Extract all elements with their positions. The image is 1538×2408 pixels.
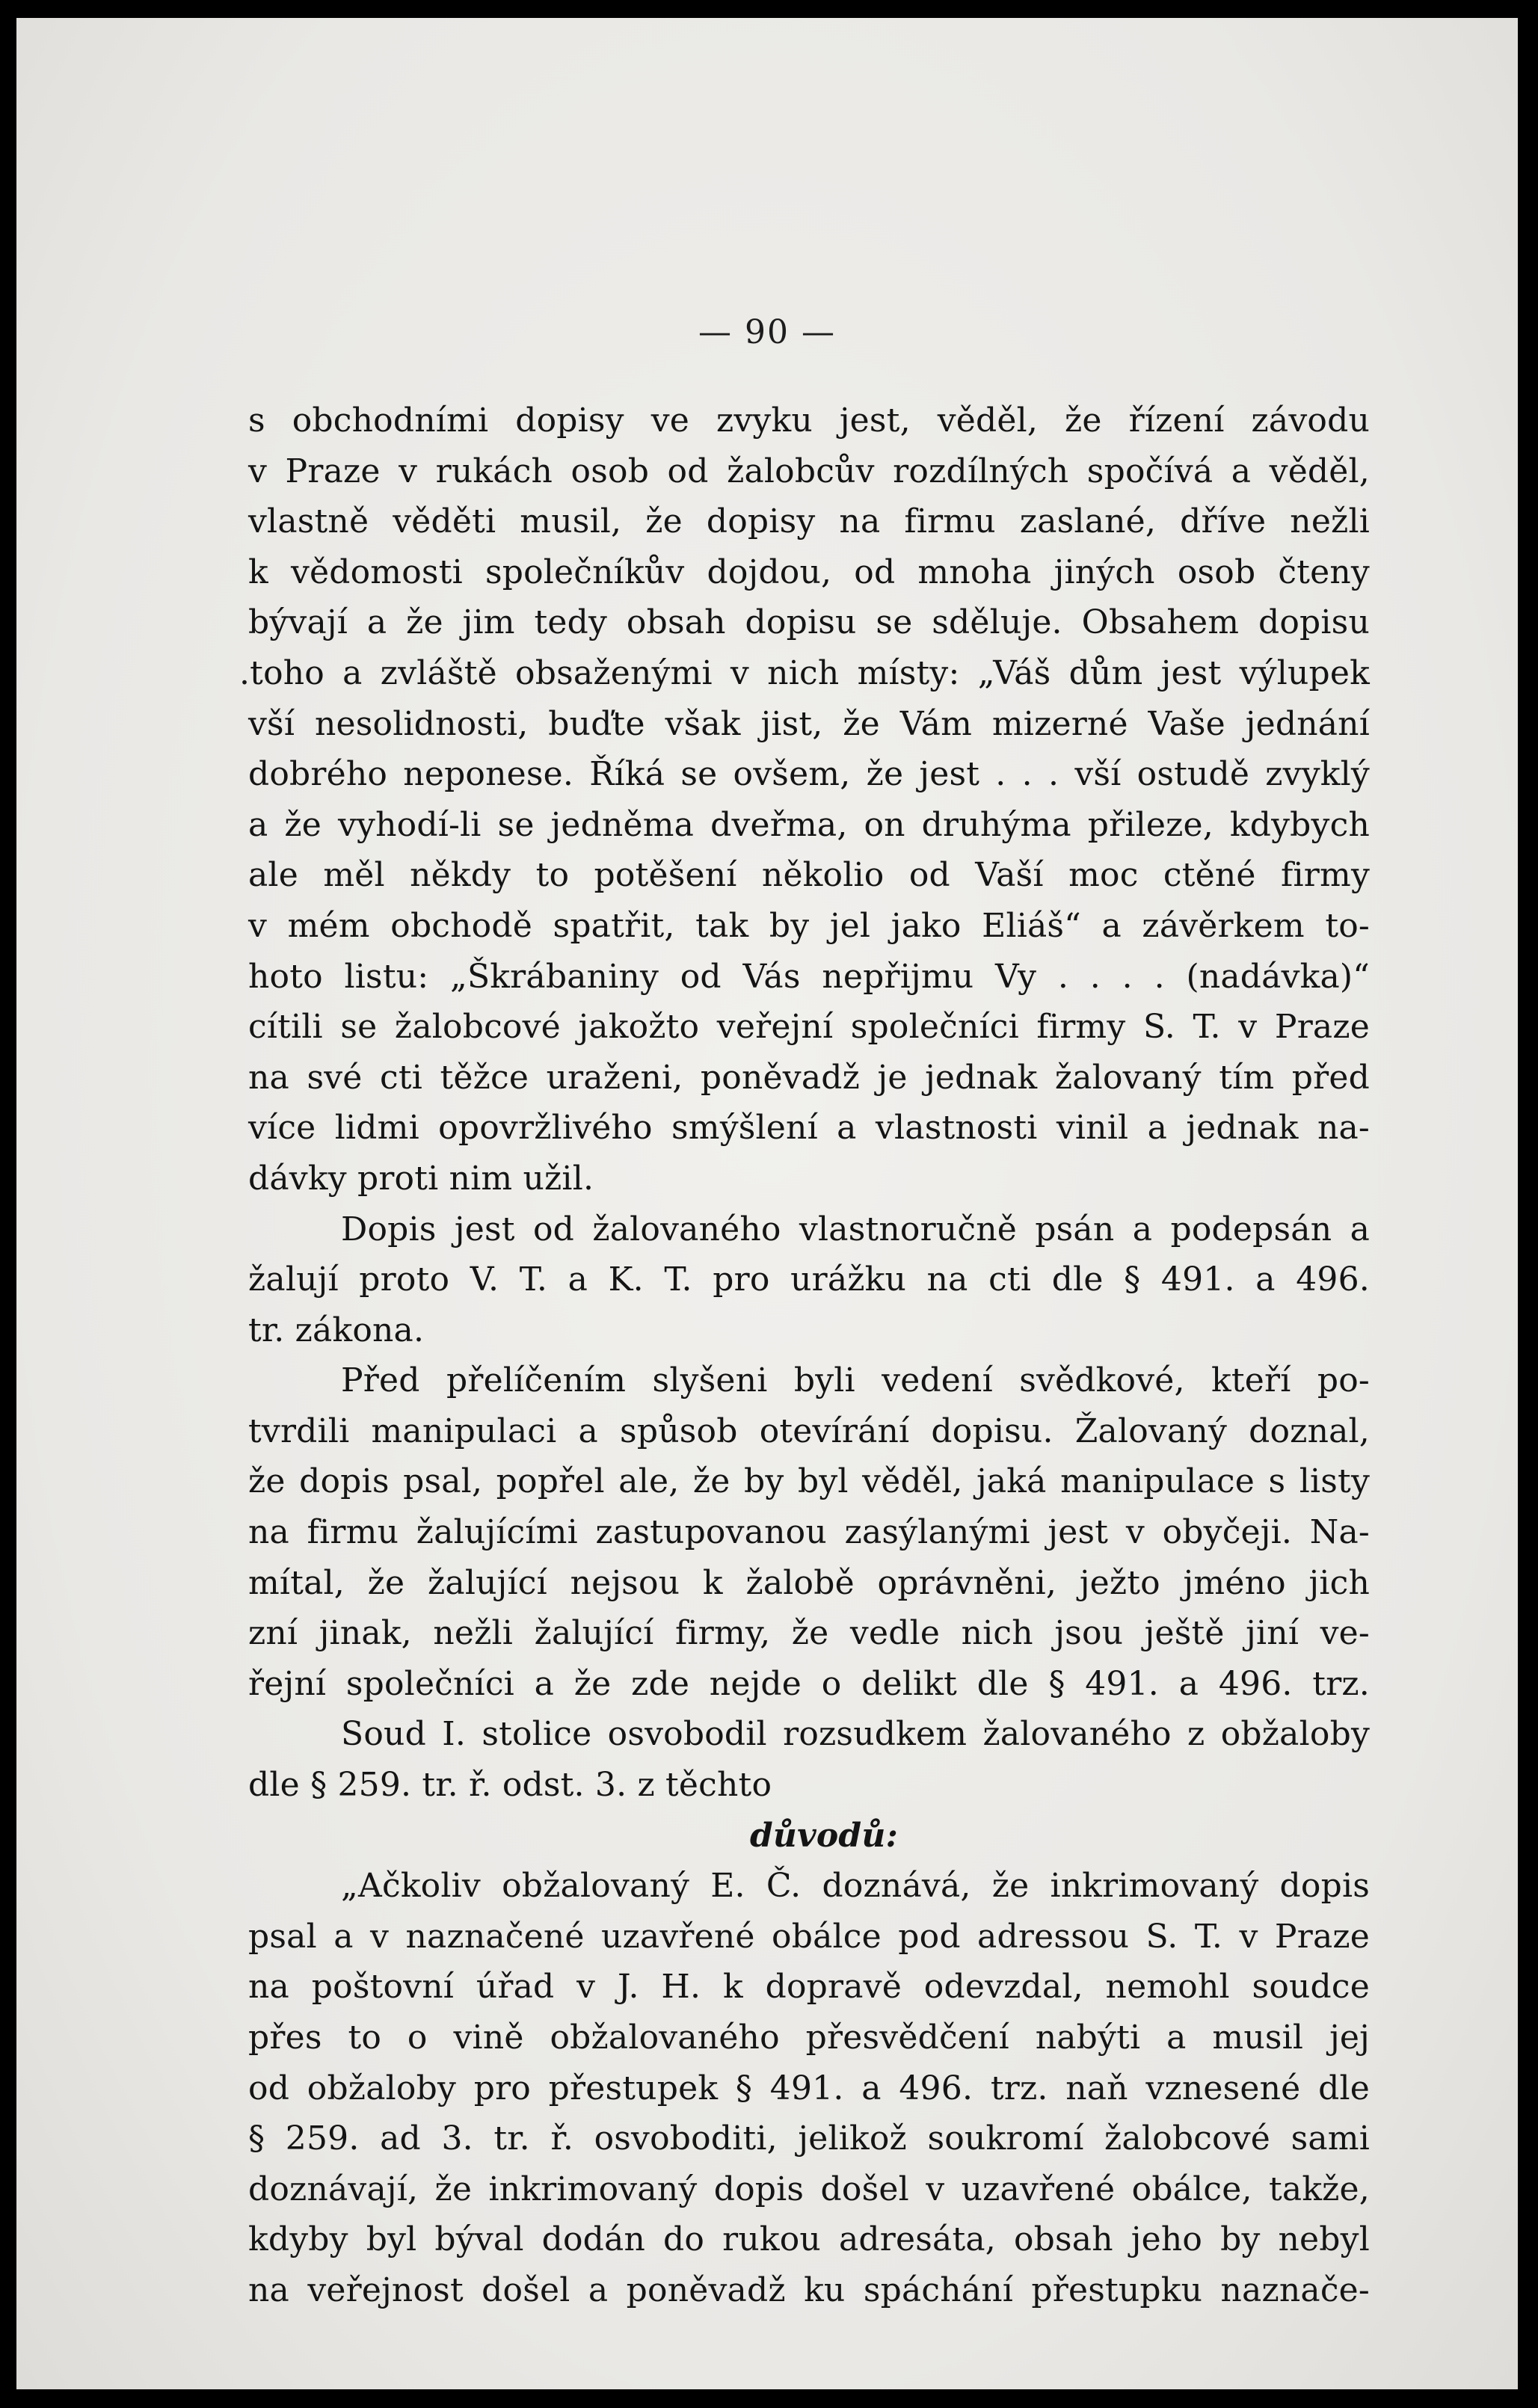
text-line: od obžaloby pro přestupek § 491. a 496. trz. naň vznesené dle	[248, 2069, 1370, 2107]
text-line: vlastně věděti musil, že dopisy na firmu zaslané, dříve nežli	[248, 502, 1370, 541]
text-line: na veřejnost došel a poněvadž ku spáchání přestupku naznače-	[248, 2270, 1370, 2309]
text-line: tvrdili manipulaci a spůsob otevírání dopisu. Žalovaný doznal,	[248, 1411, 1370, 1450]
text-line: zní jinak, nežli žalující firmy, že vedle nich jsou ještě jiní ve-	[248, 1614, 1370, 1653]
text-line: ale měl někdy to potěšení několio od Vaší moc ctěné firmy	[248, 856, 1370, 895]
text-line: § 259. ad 3. tr. ř. osvoboditi, jelikož soukromí žalobcové sami	[248, 2119, 1370, 2158]
text-line: bývají a že jim tedy obsah dopisu se sděluje. Obsahem dopisu	[248, 603, 1370, 642]
paragraph-start-line: Před přelíčením slyšeni byli vedení svědkové, kteří po-	[341, 1361, 1370, 1400]
text-line: že dopis psal, popřel ale, že by byl věděl, jaká manipulace s listy	[248, 1462, 1370, 1501]
text-line: dobrého neponese. Říká se ovšem, že jest . . . vší ostudě zvyklý	[248, 755, 1370, 794]
text-line: mítal, že žalující nejsou k žalobě oprávněni, ježto jméno jich	[248, 1563, 1370, 1602]
paragraph-end-line: tr. zákona.	[248, 1311, 425, 1349]
section-heading: důvodů:	[749, 1816, 899, 1855]
text-line: psal a v naznačené uzavřené obálce pod adressou S. T. v Praze	[248, 1917, 1370, 1956]
book-page	[16, 18, 1518, 2389]
page-number: — 90 —	[698, 313, 836, 351]
text-line: na firmu žalujícími zastupovanou zasýlanými jest v obyčeji. Na-	[248, 1513, 1370, 1552]
text-line: kdyby byl býval dodán do rukou adresáta, obsah jeho by nebyl	[248, 2220, 1370, 2259]
text-line: na poštovní úřad v J. H. k dopravě odevzdal, nemohl soudce	[248, 1968, 1370, 2007]
text-line: .toho a zvláště obsaženými v nich místy: „Váš dům jest výlupek	[239, 653, 1370, 692]
text-line: a že vyhodí-li se jedněma dveřma, on druhýma přileze, kdybych	[248, 805, 1370, 844]
text-line: přes to o vině obžalovaného přesvědčení nabýti a musil jej	[248, 2019, 1370, 2057]
text-line: doznávají, že inkrimovaný dopis došel v uzavřené obálce, takže,	[248, 2170, 1370, 2208]
text-line: k vědomosti společníkův dojdou, od mnoha jiných osob čteny	[248, 552, 1370, 591]
text-line: více lidmi opovržlivého smýšlení a vlastnosti vinil a jednak na-	[248, 1109, 1370, 1148]
text-line: žalují proto V. T. a K. T. pro urážku na cti dle § 491. a 496.	[248, 1260, 1370, 1299]
text-line: vší nesolidnosti, buďte však jist, že Vám mizerné Vaše jednání	[248, 704, 1370, 743]
text-line: řejní společníci a že zde nejde o delikt dle § 491. a 496. trz.	[248, 1664, 1370, 1703]
paragraph-end-line: dávky proti nim užil.	[248, 1159, 594, 1198]
text-line: hoto listu: „Škrábaniny od Vás nepřijmu Vy . . . . (nadávka)“	[248, 957, 1370, 996]
text-line: na své cti těžce uraženi, poněvadž je jednak žalovaný tím před	[248, 1058, 1370, 1097]
paragraph-start-line: Dopis jest od žalovaného vlastnoručně psán a podepsán a	[341, 1210, 1370, 1248]
body-text	[239, 395, 1370, 2316]
text-line: cítili se žalobcové jakožto veřejní společníci firmy S. T. v Praze	[248, 1008, 1370, 1047]
text-line: v Praze v rukách osob od žalobcův rozdílných spočívá a věděl,	[248, 452, 1370, 490]
text-line: s obchodními dopisy ve zvyku jest, věděl, že řízení závodu	[248, 401, 1370, 440]
paragraph-start-line: Soud I. stolice osvobodil rozsudkem žalovaného z obžaloby	[341, 1715, 1370, 1754]
paragraph-start-line: „Ačkoliv obžalovaný E. Č. doznává, že inkrimovaný dopis	[341, 1867, 1370, 1906]
text-line: v mém obchodě spatřit, tak by jel jako Eliáš“ a závěrkem to-	[248, 906, 1370, 945]
paragraph-end-line: dle § 259. tr. ř. odst. 3. z těchto	[248, 1766, 772, 1805]
